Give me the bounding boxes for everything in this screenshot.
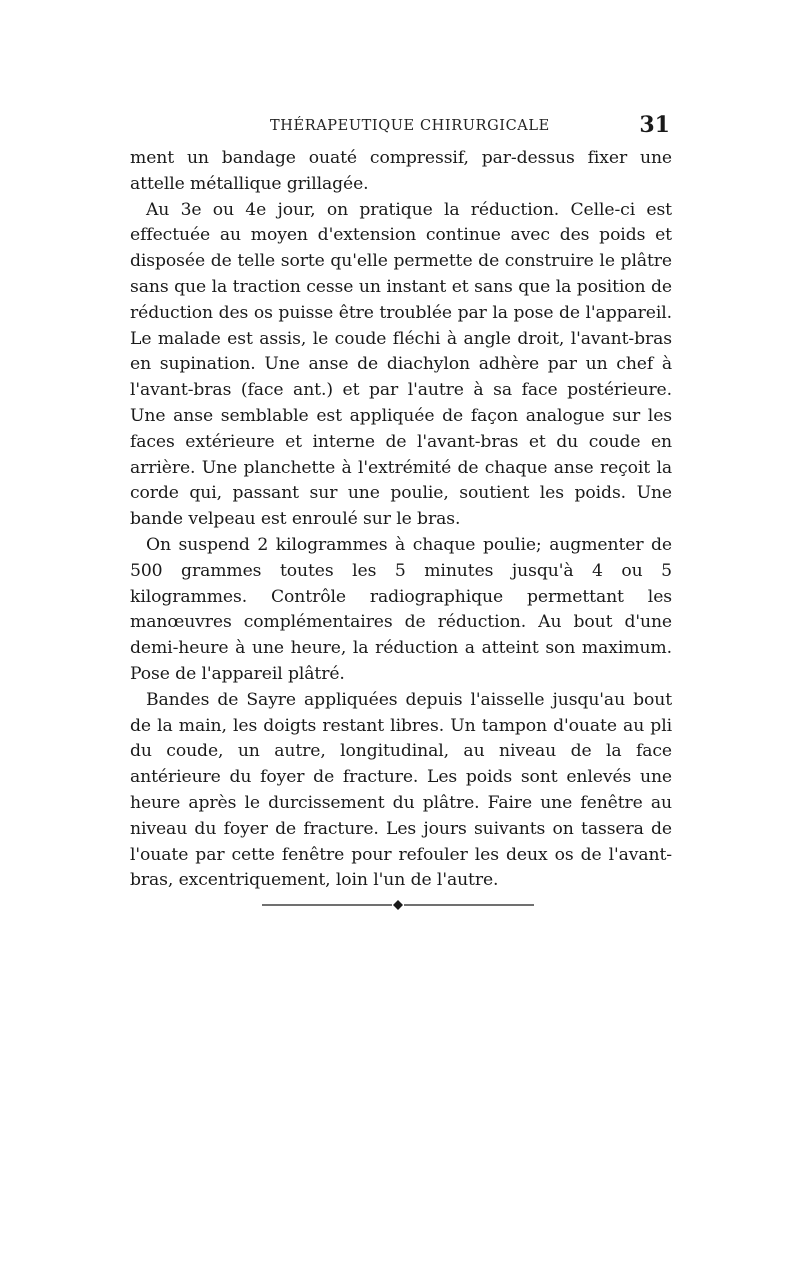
running-header — [130, 112, 672, 146]
body-text — [130, 146, 672, 894]
paragraph-4: Bandes de Sayre appliquées depuis l'aisselle jusqu'au bout de la main, les doigts restant libres. Un tampon d'ouate au pli du coude, un autre, longitudinal, au niveau de la face antérieure du foyer de fracture. Les poids sont enlevés une heure après le durcissement du plâtre. Faire une fenêtre au niveau du foyer de fracture. Les jours suivants on tassera de l'ouate par cette fenêtre pour refouler les deux os de l'avant-bras, excentriquement, loin l'un de l'autre. — [130, 689, 672, 891]
paragraph-3: On suspend 2 kilogrammes à chaque poulie; augmenter de 500 grammes toutes les 5 minutes jusqu'à 4 ou 5 kilogrammes. Contrôle radiographique permettant les manœuvres complémentaires de réduction. Au bout d'une demi-heure à une heure, la réduction a atteint son maximum. Pose de l'appareil plâtré. — [130, 534, 672, 684]
end-ornament — [262, 898, 534, 912]
book-page — [130, 112, 672, 894]
page-number: 31 — [639, 112, 670, 138]
paragraph-2: Au 3e ou 4e jour, on pratique la réduction. Celle-ci est effectuée au moyen d'extension continue avec des poids et disposée de telle sorte qu'elle permette de construire le plâtre sans que la traction cesse un instant et sans que la position de réduction des os puisse être troublée par la pose de l'appareil. Le malade est assis, le coude fléchi à angle droit, l'avant-bras en supination. Une anse de diachylon adhère par un chef à l'avant-bras (face ant.) et par l'autre à sa face postérieure. Une anse semblable est appliquée de façon analogue sur les faces extérieure et interne de l'avant-bras et du coude en arrière. Une planchette à l'extrémité de chaque anse reçoit la corde qui, passant sur une poulie, soutient les poids. Une bande velpeau est enroulé sur le bras. — [130, 199, 672, 530]
ornament-diamond — [393, 900, 403, 910]
paragraph-1: ment un bandage ouaté compressif, par-dessus fixer une attelle métallique grillagée. — [130, 148, 672, 194]
running-title: THÉRAPEUTIQUE CHIRURGICALE — [270, 118, 550, 134]
